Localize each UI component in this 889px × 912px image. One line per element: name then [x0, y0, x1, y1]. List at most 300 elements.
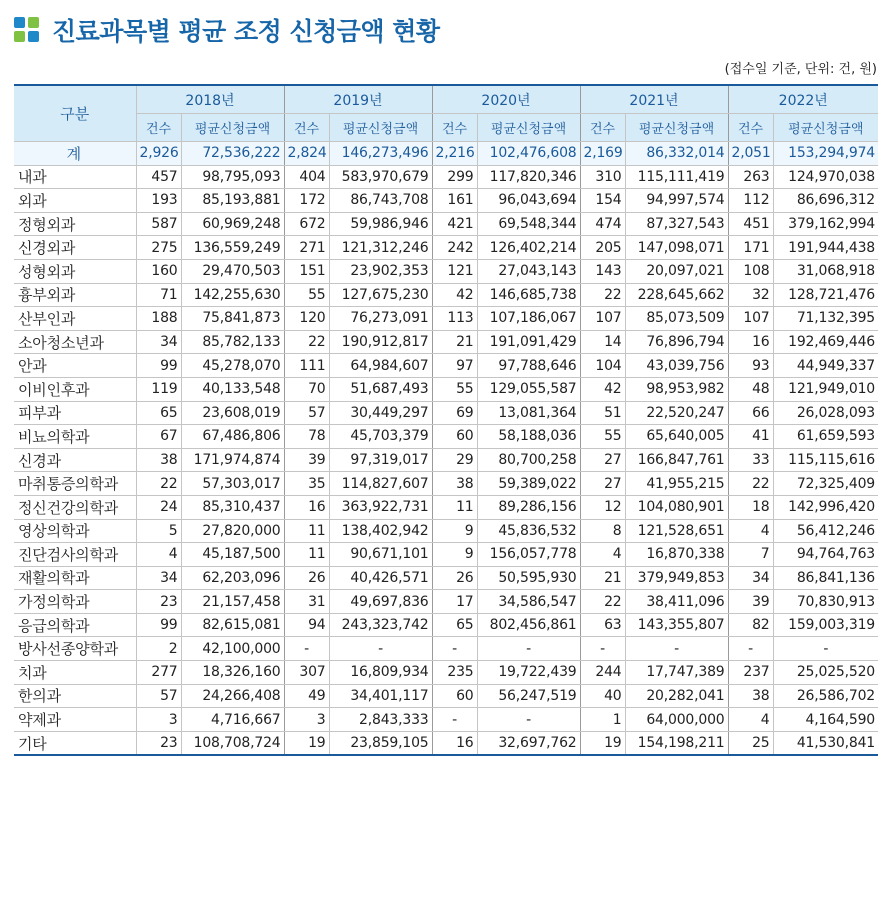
amount-cell: 49,697,836 [329, 590, 432, 614]
count-cell: 2,216 [432, 142, 477, 166]
count-cell: 672 [284, 212, 329, 236]
row-label: 외과 [14, 189, 136, 213]
amount-cell: 192,469,446 [773, 330, 878, 354]
table-row [14, 590, 878, 614]
count-cell: 237 [728, 661, 773, 685]
count-cell: 121 [432, 259, 477, 283]
amount-cell: 191,944,438 [773, 236, 878, 260]
year-header: 2021년 [580, 85, 728, 114]
table-row [14, 637, 878, 661]
amount-cell: 70,830,913 [773, 590, 878, 614]
count-cell: 27 [580, 448, 625, 472]
count-header: 건수 [728, 114, 773, 142]
count-cell: 404 [284, 165, 329, 189]
year-header: 2018년 [136, 85, 284, 114]
amount-cell: 75,841,873 [181, 307, 284, 331]
amount-cell: - [477, 708, 580, 732]
amount-cell: 363,922,731 [329, 495, 432, 519]
count-cell: 82 [728, 613, 773, 637]
count-cell: 474 [580, 212, 625, 236]
amount-cell: 18,326,160 [181, 661, 284, 685]
count-cell: 421 [432, 212, 477, 236]
table-row [14, 259, 878, 283]
title-bar [14, 12, 440, 48]
amount-cell: 124,970,038 [773, 165, 878, 189]
count-cell: 5 [136, 519, 181, 543]
table-row [14, 708, 878, 732]
amount-header: 평균신청금액 [625, 114, 728, 142]
amount-cell: 121,949,010 [773, 377, 878, 401]
row-label: 신경과 [14, 448, 136, 472]
count-cell: 154 [580, 189, 625, 213]
count-cell: 55 [432, 377, 477, 401]
count-cell: 143 [580, 259, 625, 283]
amount-cell: 154,198,211 [625, 731, 728, 755]
count-cell: 35 [284, 472, 329, 496]
page-title: 진료과목별 평균 조정 신청금액 현황 [52, 17, 440, 46]
count-cell: 111 [284, 354, 329, 378]
count-cell: 22 [284, 330, 329, 354]
count-cell: 171 [728, 236, 773, 260]
count-cell: - [432, 637, 477, 661]
count-cell: 119 [136, 377, 181, 401]
amount-cell: 129,055,587 [477, 377, 580, 401]
total-row [14, 142, 878, 166]
count-cell: 22 [580, 283, 625, 307]
count-cell: 21 [580, 566, 625, 590]
row-label: 한의과 [14, 684, 136, 708]
amount-cell: 17,747,389 [625, 661, 728, 685]
table-row [14, 566, 878, 590]
count-cell: 21 [432, 330, 477, 354]
table-row [14, 472, 878, 496]
count-cell: 26 [432, 566, 477, 590]
amount-cell: 190,912,817 [329, 330, 432, 354]
amount-cell: 4,716,667 [181, 708, 284, 732]
count-cell: 23 [136, 731, 181, 755]
count-cell: 4 [580, 543, 625, 567]
count-cell: 22 [728, 472, 773, 496]
amount-cell: 102,476,608 [477, 142, 580, 166]
amount-cell: 85,073,509 [625, 307, 728, 331]
row-label: 계 [14, 142, 136, 166]
table-row [14, 401, 878, 425]
year-header: 2022년 [728, 85, 878, 114]
amount-cell: 117,820,346 [477, 165, 580, 189]
amount-cell: 94,764,763 [773, 543, 878, 567]
amount-cell: 41,530,841 [773, 731, 878, 755]
count-cell: 275 [136, 236, 181, 260]
amount-cell: 4,164,590 [773, 708, 878, 732]
count-cell: 16 [284, 495, 329, 519]
row-label: 피부과 [14, 401, 136, 425]
amount-header: 평균신청금액 [181, 114, 284, 142]
amount-cell: 191,091,429 [477, 330, 580, 354]
count-header: 건수 [136, 114, 181, 142]
amount-cell: 44,949,337 [773, 354, 878, 378]
count-cell: - [580, 637, 625, 661]
amount-cell: 71,132,395 [773, 307, 878, 331]
amount-cell: 76,273,091 [329, 307, 432, 331]
section-logo-icon [14, 17, 40, 43]
table-row [14, 283, 878, 307]
amount-cell: 20,282,041 [625, 684, 728, 708]
row-label: 이비인후과 [14, 377, 136, 401]
amount-cell: 128,721,476 [773, 283, 878, 307]
amount-cell: 85,310,437 [181, 495, 284, 519]
amount-cell: 69,548,344 [477, 212, 580, 236]
count-cell: 4 [728, 708, 773, 732]
amount-header: 평균신청금액 [329, 114, 432, 142]
count-cell: 19 [284, 731, 329, 755]
count-cell: 93 [728, 354, 773, 378]
row-label: 진단검사의학과 [14, 543, 136, 567]
amount-cell: 153,294,974 [773, 142, 878, 166]
count-cell: 55 [284, 283, 329, 307]
amount-cell: 45,187,500 [181, 543, 284, 567]
table-body [14, 142, 878, 756]
amount-cell: 115,115,616 [773, 448, 878, 472]
count-cell: 31 [284, 590, 329, 614]
amount-cell: 147,098,071 [625, 236, 728, 260]
table-row [14, 661, 878, 685]
count-cell: 8 [580, 519, 625, 543]
amount-cell: 142,255,630 [181, 283, 284, 307]
row-label: 마취통증의학과 [14, 472, 136, 496]
count-cell: 27 [580, 472, 625, 496]
row-label: 방사선종양학과 [14, 637, 136, 661]
row-label: 신경외과 [14, 236, 136, 260]
count-cell: 97 [432, 354, 477, 378]
amount-cell: 65,640,005 [625, 425, 728, 449]
count-cell: 4 [136, 543, 181, 567]
amount-cell: 98,795,093 [181, 165, 284, 189]
count-cell: 57 [284, 401, 329, 425]
amount-cell: 56,412,246 [773, 519, 878, 543]
amount-cell: 98,953,982 [625, 377, 728, 401]
count-cell: 94 [284, 613, 329, 637]
amount-cell: 97,319,017 [329, 448, 432, 472]
amount-cell: 89,286,156 [477, 495, 580, 519]
amount-cell: 86,743,708 [329, 189, 432, 213]
year-header: 2019년 [284, 85, 432, 114]
count-cell: 9 [432, 519, 477, 543]
amount-cell: 146,685,738 [477, 283, 580, 307]
amount-cell: 26,028,093 [773, 401, 878, 425]
amount-cell: 156,057,778 [477, 543, 580, 567]
amount-header: 평균신청금액 [773, 114, 878, 142]
amount-cell: 30,449,297 [329, 401, 432, 425]
amount-cell: 85,193,881 [181, 189, 284, 213]
count-cell: 32 [728, 283, 773, 307]
amount-cell: 243,323,742 [329, 613, 432, 637]
amount-cell: 32,697,762 [477, 731, 580, 755]
count-cell: 60 [432, 684, 477, 708]
amount-cell: 166,847,761 [625, 448, 728, 472]
count-cell: 299 [432, 165, 477, 189]
count-cell: 67 [136, 425, 181, 449]
unit-note: (접수일 기준, 단위: 건, 원) [724, 62, 877, 77]
count-cell: 3 [136, 708, 181, 732]
count-cell: 235 [432, 661, 477, 685]
amount-cell: 64,000,000 [625, 708, 728, 732]
count-cell: 38 [432, 472, 477, 496]
amount-cell: 583,970,679 [329, 165, 432, 189]
count-cell: 24 [136, 495, 181, 519]
count-cell: 16 [728, 330, 773, 354]
amount-cell: 108,708,724 [181, 731, 284, 755]
amount-cell: 45,703,379 [329, 425, 432, 449]
category-header: 구분 [14, 85, 136, 142]
count-cell: 587 [136, 212, 181, 236]
count-cell: 51 [580, 401, 625, 425]
count-cell: 9 [432, 543, 477, 567]
amount-cell: 27,043,143 [477, 259, 580, 283]
amount-cell: 38,411,096 [625, 590, 728, 614]
count-cell: - [728, 637, 773, 661]
count-cell: 113 [432, 307, 477, 331]
count-cell: 172 [284, 189, 329, 213]
amount-cell: 56,247,519 [477, 684, 580, 708]
count-cell: 66 [728, 401, 773, 425]
count-cell: 263 [728, 165, 773, 189]
count-cell: 63 [580, 613, 625, 637]
count-cell: 55 [580, 425, 625, 449]
count-cell: 22 [580, 590, 625, 614]
amount-cell: - [773, 637, 878, 661]
amount-cell: 50,595,930 [477, 566, 580, 590]
count-cell: 160 [136, 259, 181, 283]
count-cell: 310 [580, 165, 625, 189]
count-cell: 11 [284, 519, 329, 543]
count-cell: 39 [284, 448, 329, 472]
row-label: 정신건강의학과 [14, 495, 136, 519]
amount-cell: 104,080,901 [625, 495, 728, 519]
amount-cell: 45,278,070 [181, 354, 284, 378]
row-label: 성형외과 [14, 259, 136, 283]
count-cell: 11 [432, 495, 477, 519]
table-row [14, 330, 878, 354]
count-cell: 78 [284, 425, 329, 449]
amount-cell: 115,111,419 [625, 165, 728, 189]
amount-cell: 23,608,019 [181, 401, 284, 425]
count-cell: 33 [728, 448, 773, 472]
amount-cell: 43,039,756 [625, 354, 728, 378]
amount-cell: 24,266,408 [181, 684, 284, 708]
amount-cell: - [625, 637, 728, 661]
count-cell: 42 [580, 377, 625, 401]
amount-cell: 40,133,548 [181, 377, 284, 401]
amount-cell: 802,456,861 [477, 613, 580, 637]
amount-cell: 41,955,215 [625, 472, 728, 496]
count-cell: 23 [136, 590, 181, 614]
count-cell: 242 [432, 236, 477, 260]
row-label: 비뇨의학과 [14, 425, 136, 449]
amount-cell: 96,043,694 [477, 189, 580, 213]
count-cell: 12 [580, 495, 625, 519]
amount-cell: 90,671,101 [329, 543, 432, 567]
amount-cell: 27,820,000 [181, 519, 284, 543]
count-cell: 112 [728, 189, 773, 213]
count-cell: 161 [432, 189, 477, 213]
count-header: 건수 [284, 114, 329, 142]
amount-cell: 228,645,662 [625, 283, 728, 307]
amount-cell: 23,859,105 [329, 731, 432, 755]
table-row [14, 448, 878, 472]
count-cell: 48 [728, 377, 773, 401]
count-cell: 205 [580, 236, 625, 260]
amount-cell: 76,896,794 [625, 330, 728, 354]
amount-cell: 136,559,249 [181, 236, 284, 260]
count-cell: 39 [728, 590, 773, 614]
amount-cell: 34,401,117 [329, 684, 432, 708]
row-label: 소아청소년과 [14, 330, 136, 354]
amount-cell: 127,675,230 [329, 283, 432, 307]
year-header: 2020년 [432, 85, 580, 114]
amount-cell: 51,687,493 [329, 377, 432, 401]
amount-cell: 23,902,353 [329, 259, 432, 283]
count-cell: 18 [728, 495, 773, 519]
count-cell: 4 [728, 519, 773, 543]
amount-cell: 171,974,874 [181, 448, 284, 472]
count-cell: 41 [728, 425, 773, 449]
count-cell: 188 [136, 307, 181, 331]
amount-cell: 121,312,246 [329, 236, 432, 260]
table-row [14, 543, 878, 567]
table-row [14, 354, 878, 378]
count-cell: 65 [432, 613, 477, 637]
table-row [14, 307, 878, 331]
count-cell: 2,051 [728, 142, 773, 166]
amount-cell: 64,984,607 [329, 354, 432, 378]
amount-cell: 21,157,458 [181, 590, 284, 614]
count-cell: 38 [728, 684, 773, 708]
amount-cell: 379,162,994 [773, 212, 878, 236]
amount-cell: 87,327,543 [625, 212, 728, 236]
amount-cell: 82,615,081 [181, 613, 284, 637]
count-cell: 40 [580, 684, 625, 708]
count-cell: 11 [284, 543, 329, 567]
amount-cell: 59,986,946 [329, 212, 432, 236]
count-cell: 19 [580, 731, 625, 755]
count-cell: 7 [728, 543, 773, 567]
amount-cell: 57,303,017 [181, 472, 284, 496]
count-cell: 307 [284, 661, 329, 685]
amount-cell: 60,969,248 [181, 212, 284, 236]
amount-cell: 29,470,503 [181, 259, 284, 283]
amount-cell: 26,586,702 [773, 684, 878, 708]
count-cell: 244 [580, 661, 625, 685]
count-cell: 120 [284, 307, 329, 331]
row-label: 응급의학과 [14, 613, 136, 637]
row-label: 치과 [14, 661, 136, 685]
amount-cell: 146,273,496 [329, 142, 432, 166]
amount-cell: 114,827,607 [329, 472, 432, 496]
amount-cell: 42,100,000 [181, 637, 284, 661]
amount-cell: 25,025,520 [773, 661, 878, 685]
count-cell: 107 [728, 307, 773, 331]
count-cell: 14 [580, 330, 625, 354]
row-label: 가정의학과 [14, 590, 136, 614]
count-cell: - [432, 708, 477, 732]
count-cell: 71 [136, 283, 181, 307]
count-cell: 16 [432, 731, 477, 755]
amount-cell: 13,081,364 [477, 401, 580, 425]
count-cell: 271 [284, 236, 329, 260]
row-label: 약제과 [14, 708, 136, 732]
count-cell: 151 [284, 259, 329, 283]
header-row-years [14, 85, 878, 114]
count-header: 건수 [432, 114, 477, 142]
count-cell: 99 [136, 613, 181, 637]
amount-cell: - [477, 637, 580, 661]
count-cell: 2,926 [136, 142, 181, 166]
count-cell: 3 [284, 708, 329, 732]
amount-cell: 2,843,333 [329, 708, 432, 732]
amount-header: 평균신청금액 [477, 114, 580, 142]
table-row [14, 684, 878, 708]
amount-cell: 62,203,096 [181, 566, 284, 590]
row-label: 산부인과 [14, 307, 136, 331]
amount-cell: 86,841,136 [773, 566, 878, 590]
count-cell: - [284, 637, 329, 661]
table-row [14, 519, 878, 543]
amount-cell: 58,188,036 [477, 425, 580, 449]
count-cell: 108 [728, 259, 773, 283]
table-row [14, 425, 878, 449]
count-cell: 29 [432, 448, 477, 472]
count-cell: 99 [136, 354, 181, 378]
table-row [14, 212, 878, 236]
amount-cell: 80,700,258 [477, 448, 580, 472]
count-cell: 25 [728, 731, 773, 755]
count-cell: 457 [136, 165, 181, 189]
row-label: 내과 [14, 165, 136, 189]
row-label: 재활의학과 [14, 566, 136, 590]
amount-cell: 16,809,934 [329, 661, 432, 685]
table-row [14, 165, 878, 189]
amount-cell: 72,536,222 [181, 142, 284, 166]
amount-cell: 20,097,021 [625, 259, 728, 283]
amount-cell: 72,325,409 [773, 472, 878, 496]
amount-cell: 121,528,651 [625, 519, 728, 543]
row-label: 흉부외과 [14, 283, 136, 307]
amount-cell: 159,003,319 [773, 613, 878, 637]
count-cell: 60 [432, 425, 477, 449]
count-cell: 104 [580, 354, 625, 378]
table-row [14, 377, 878, 401]
amount-cell: 67,486,806 [181, 425, 284, 449]
row-label: 안과 [14, 354, 136, 378]
count-cell: 193 [136, 189, 181, 213]
data-table [14, 84, 878, 756]
amount-cell: 40,426,571 [329, 566, 432, 590]
count-cell: 34 [136, 566, 181, 590]
count-cell: 34 [136, 330, 181, 354]
count-cell: 277 [136, 661, 181, 685]
table-row [14, 495, 878, 519]
count-cell: 38 [136, 448, 181, 472]
amount-cell: 143,355,807 [625, 613, 728, 637]
table-row [14, 189, 878, 213]
amount-cell: 97,788,646 [477, 354, 580, 378]
count-cell: 70 [284, 377, 329, 401]
amount-cell: 59,389,022 [477, 472, 580, 496]
count-cell: 42 [432, 283, 477, 307]
amount-cell: 31,068,918 [773, 259, 878, 283]
amount-cell: 45,836,532 [477, 519, 580, 543]
amount-cell: 94,997,574 [625, 189, 728, 213]
